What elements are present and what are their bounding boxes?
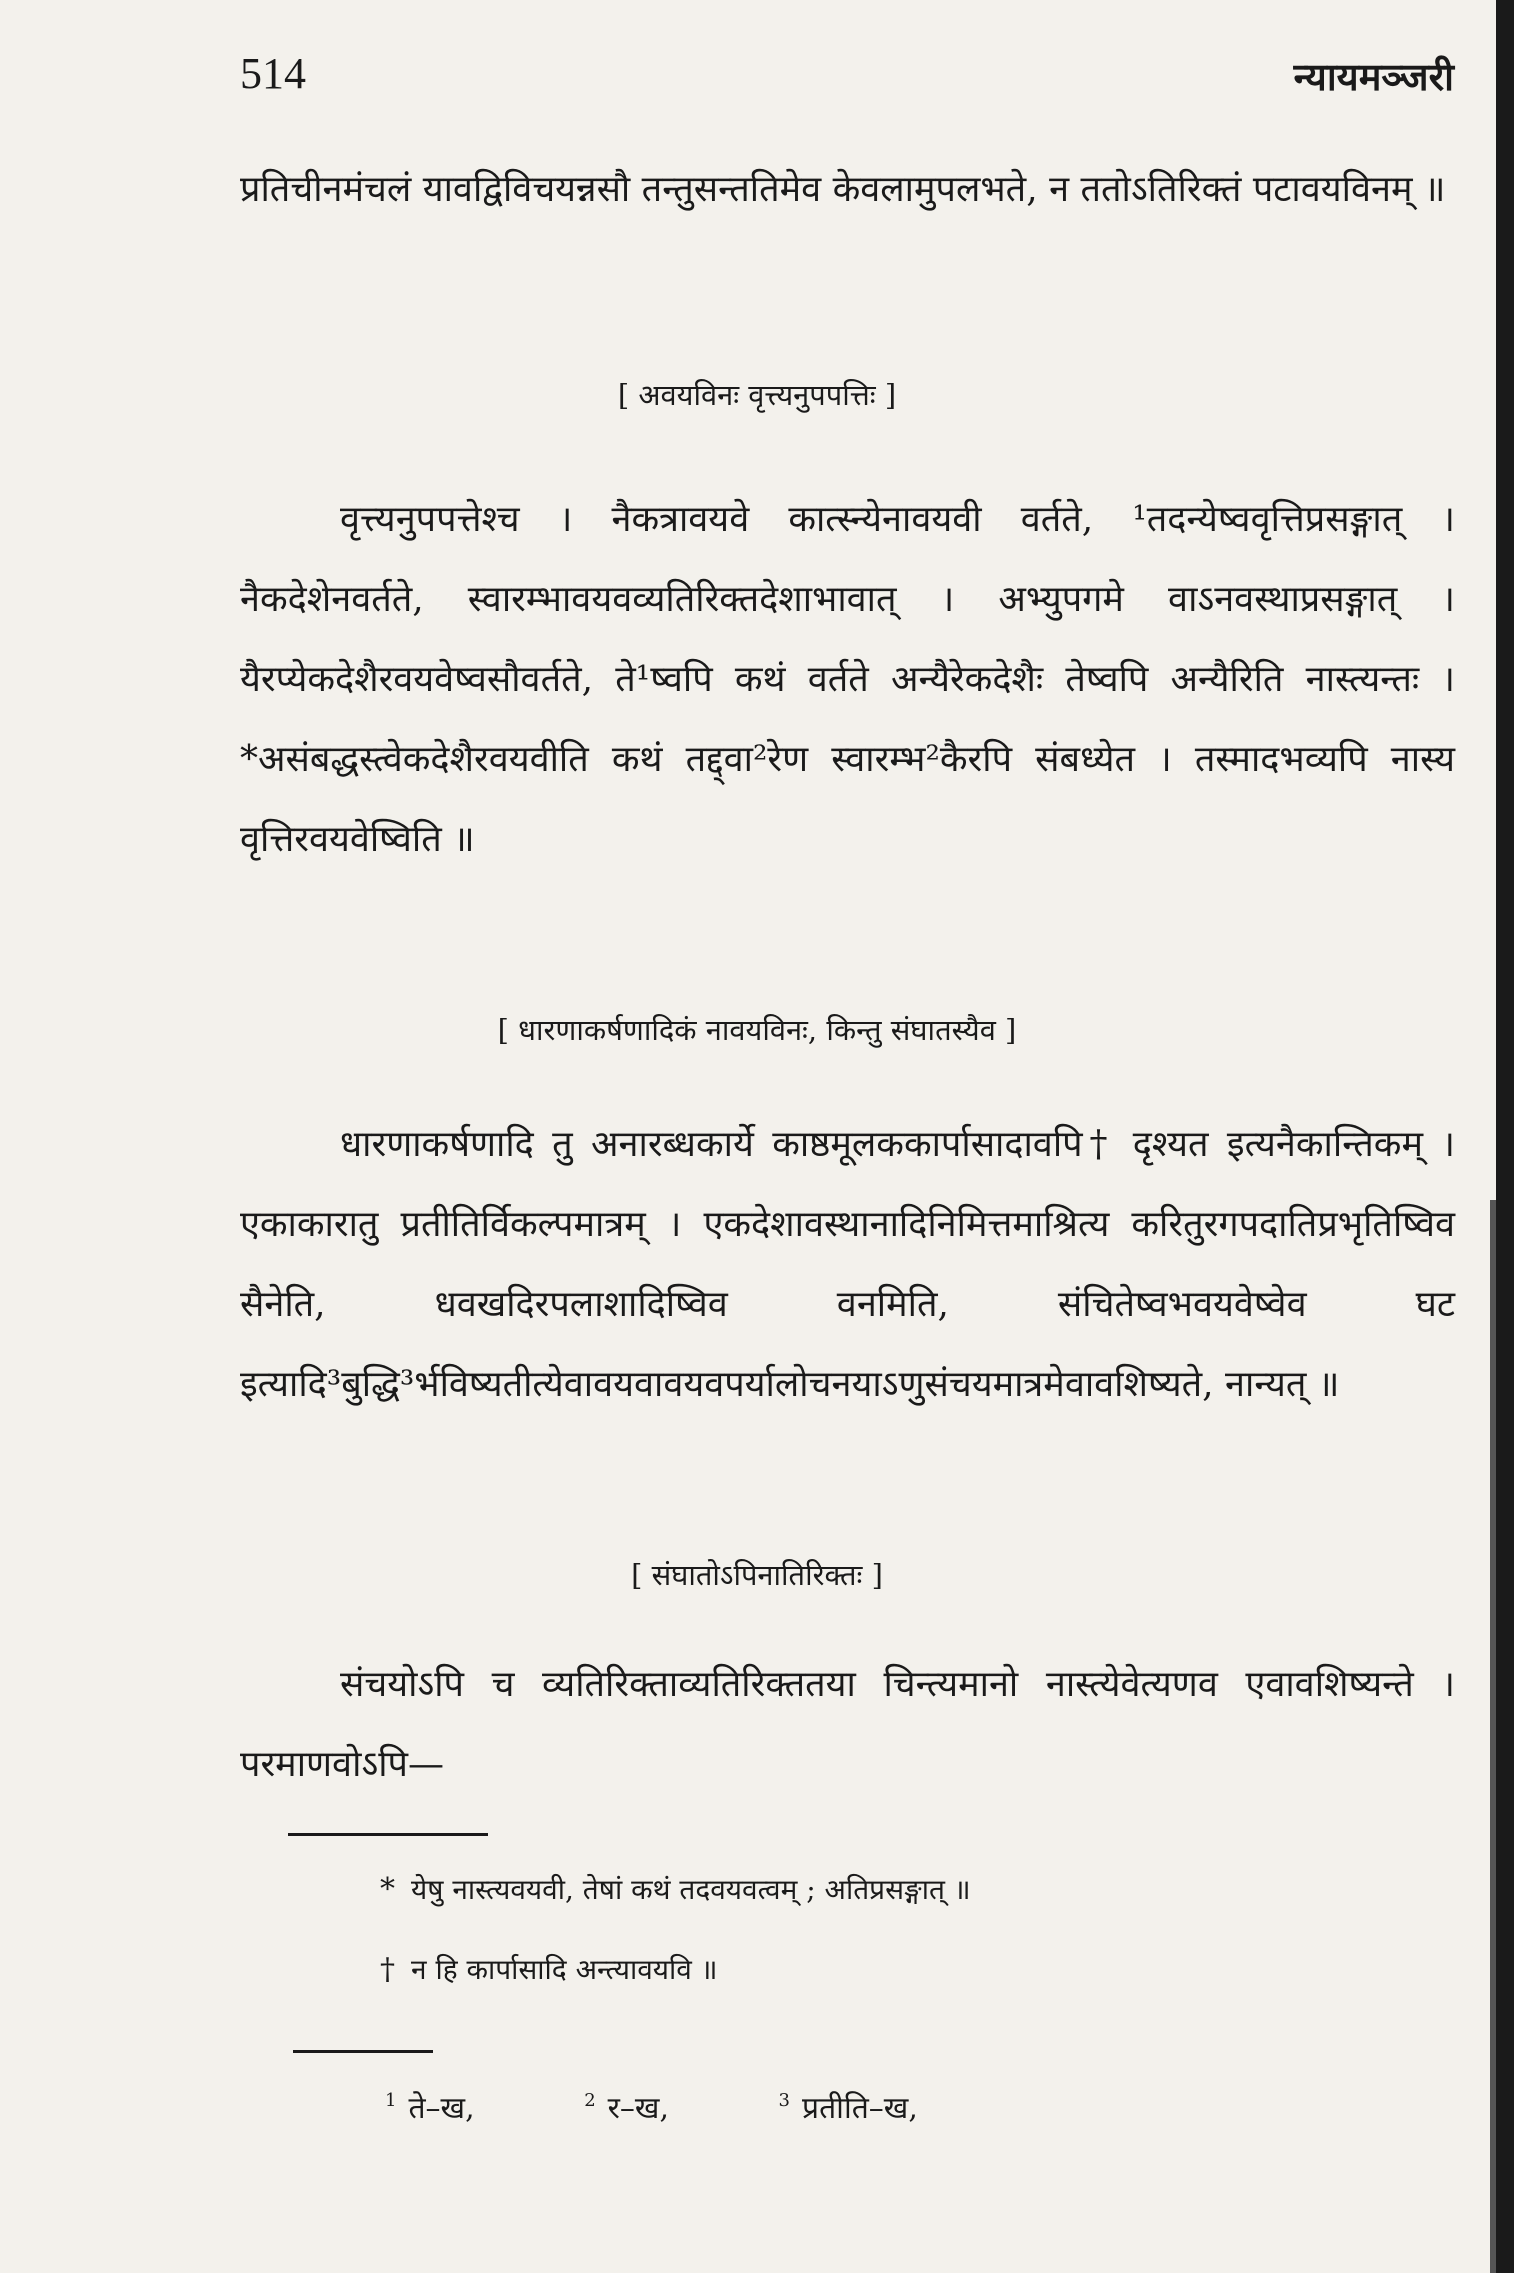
paragraph-4: [240, 1645, 1455, 1805]
variant-text: ते–ख,: [408, 2091, 475, 2126]
variant-readings: [385, 2086, 1018, 2127]
footnote-1: [380, 1870, 971, 1908]
variants-rule: [293, 2050, 433, 2053]
footnote-rule: [288, 1833, 488, 1836]
variant-number: 2: [584, 2090, 596, 2111]
footnote-mark: *: [380, 1872, 395, 1907]
paragraph-2: [240, 480, 1455, 880]
running-head: [240, 48, 1454, 108]
variant-text: प्रतीति–ख,: [802, 2091, 918, 2126]
section-heading-1: [0, 375, 1514, 414]
paragraph-text: प्रतिचीनमंचलं यावद्विविचयन्नसौ तन्तुसन्ततिमेव केवलामुपलभते, न ततोऽतिरिक्तं पटावयविनम् ॥: [240, 169, 1446, 210]
heading-text: [ धारणाकर्षणादिकं नावयविनः, किन्तु संघातस्यैव ]: [497, 1013, 1017, 1047]
footnote-mark: †: [380, 1952, 395, 1987]
section-heading-2: [0, 1010, 1514, 1049]
footnote-2: [380, 1950, 718, 1988]
heading-text: [ संघातोऽपिनातिरिक्तः ]: [631, 1558, 883, 1592]
section-heading-3: [0, 1555, 1514, 1594]
variant-2: [584, 2086, 669, 2127]
variant-3: [779, 2086, 918, 2127]
paragraph-3: [240, 1105, 1455, 1425]
page-number: 514: [240, 49, 306, 98]
footnote-text: येषु नास्त्यवयवी, तेषां कथं तदवयवत्वम् ; अतिप्रसङ्गात् ॥: [411, 1873, 971, 1906]
variant-1: [385, 2086, 475, 2127]
variant-text: र–ख,: [607, 2091, 669, 2126]
footnote-text: न हि कार्पासादि अन्त्यावयवि ॥: [411, 1953, 718, 1986]
running-title: न्यायमञ्जरी: [1293, 54, 1454, 99]
page-edge-shadow-inner: [1490, 1200, 1496, 2273]
paragraph-text: धारणाकर्षणादि तु अनारब्धकार्ये काष्ठमूलककार्पासादावपि† दृश्यत इत्यनैकान्तिकम् । एकाकारातु प्रतीतिर्विकल्पमात्रम् । एकदेशावस्थानादिनिमित्तमाश्रित्य करितुरगपदातिप्रभृतिष्विव सैनेति, धवखदिरपलाशादिष्विव वनमिति, संचितेष्वभवयवेष्वेव घट इत्यादि³बुद्धि³र्भविष्यतीत्येवावयवावयवपर्यालोचनयाऽणुसंचयमात्रमेवावशिष्यते, नान्यत् ॥: [240, 1124, 1455, 1405]
variant-number: 3: [778, 2090, 790, 2111]
paragraph-1: [240, 150, 1455, 230]
page-edge-shadow: [1496, 0, 1514, 2273]
variant-number: 1: [385, 2090, 397, 2111]
paragraph-text: संचयोऽपि च व्यतिरिक्ताव्यतिरिक्ततया चिन्त्यमानो नास्त्येवेत्यणव एवावशिष्यन्ते । परमाणवोऽपि—: [240, 1664, 1455, 1785]
heading-text: [ अवयविनः वृत्त्यनुपपत्तिः ]: [617, 378, 897, 412]
paragraph-text: वृत्त्यनुपपत्तेश्च । नैकत्रावयवे कात्स्न्येनावयवी वर्तते, ¹तदन्येष्ववृत्तिप्रसङ्गात् । नैकदेशेनवर्तते, स्वारम्भावयवव्यतिरिक्तदेशाभावात् । अभ्युपगमे वाऽनवस्थाप्रसङ्गात् । यैरप्येकदेशैरवयवेष्वसौवर्तते, ते¹ष्वपि कथं वर्तते अन्यैरेकदेशैः तेष्वपि अन्यैरिति नास्त्यन्तः । *असंबद्धस्त्वेकदेशैरवयवीति कथं तद्द्वा²रेण स्वारम्भ²कैरपि संबध्येत । तस्मादभव्यपि नास्य वृत्तिरवयवेष्विति ॥: [240, 499, 1455, 860]
